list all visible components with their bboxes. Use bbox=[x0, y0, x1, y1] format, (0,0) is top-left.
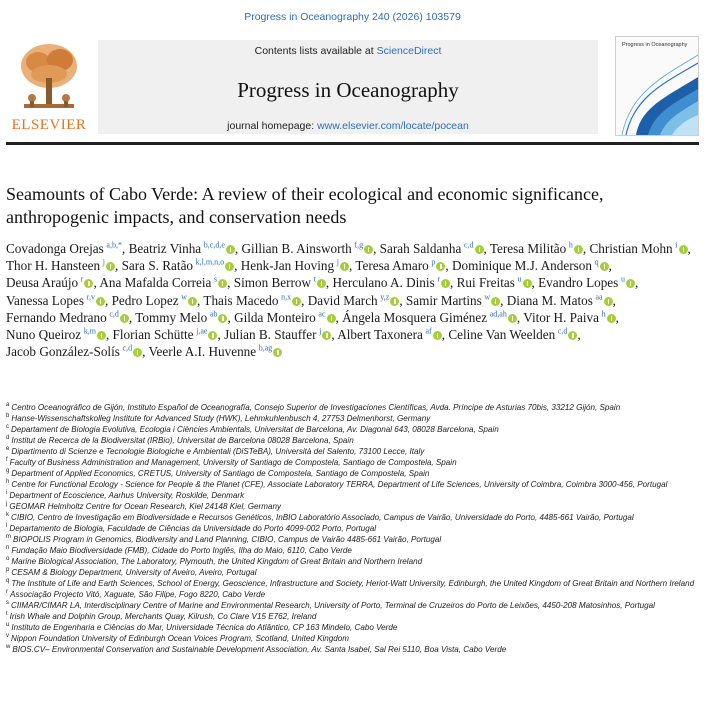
author-affiliation-marks[interactable]: h bbox=[601, 309, 606, 319]
author[interactable] bbox=[342, 310, 517, 325]
author-name[interactable]: Simon Berrow bbox=[233, 275, 312, 291]
author-name[interactable]: Sarah Saldanha bbox=[379, 241, 462, 256]
affiliation-key: j bbox=[6, 501, 8, 508]
author-name[interactable]: Vitor H. Paiva bbox=[523, 309, 599, 325]
orcid-icon[interactable] bbox=[225, 262, 234, 271]
header-divider bbox=[6, 142, 699, 145]
affiliation-list bbox=[6, 402, 696, 655]
orcid-icon[interactable] bbox=[188, 297, 197, 306]
orcid-icon[interactable] bbox=[84, 279, 93, 288]
author-name[interactable]: Fernando Medrano bbox=[6, 309, 107, 325]
orcid-icon[interactable] bbox=[441, 279, 450, 288]
affiliation-key: t bbox=[6, 611, 8, 618]
author-affiliation-marks[interactable]: j bbox=[102, 257, 105, 267]
affiliation-key: o bbox=[6, 556, 10, 563]
affiliation-text: Fundação Maio Biodiversidade (FMB), Cidade do Porto Inglês, Ilha do Maio, 6110, Cabo Verde bbox=[11, 546, 352, 555]
affiliation bbox=[6, 402, 696, 413]
affiliation-text: Department of Ecoscience, Aarhus University, Roskilde, Denmark bbox=[9, 491, 245, 500]
orcid-icon[interactable] bbox=[433, 331, 442, 340]
affiliation bbox=[6, 622, 696, 633]
orcid-icon[interactable] bbox=[97, 331, 106, 340]
affiliation bbox=[6, 468, 696, 479]
affiliation bbox=[6, 424, 696, 435]
orcid-icon[interactable] bbox=[218, 279, 227, 288]
author[interactable] bbox=[99, 275, 227, 290]
author-affiliation-marks[interactable]: f,g bbox=[354, 240, 364, 250]
affiliation-text: Faculty of Business Administration and Management, University of Santiago de Compostela, Santiago de Compostela, Spain bbox=[9, 458, 457, 467]
affiliation bbox=[6, 413, 696, 424]
author-affiliation-marks[interactable]: ac bbox=[318, 309, 326, 319]
author-name[interactable]: Tommy Melo bbox=[135, 309, 208, 325]
affiliation-key: p bbox=[6, 567, 10, 574]
author-affiliation-marks[interactable]: s bbox=[214, 275, 218, 285]
author[interactable] bbox=[241, 258, 349, 273]
cover-waves-image bbox=[616, 37, 698, 135]
affiliation-text: Departament de Biologia Evolutiva, Ecologia i Ciències Ambientals, Universitat de Barcelona, Av. Diagonal 643, 08028 Barcelona, Spain bbox=[11, 425, 499, 434]
orcid-icon[interactable] bbox=[208, 331, 217, 340]
author-affiliation-marks[interactable]: n,x bbox=[281, 292, 292, 302]
author-name[interactable]: Dominique M.J. Anderson bbox=[451, 258, 592, 274]
author-affiliation-marks[interactable]: j bbox=[319, 326, 322, 336]
affiliation-key: a bbox=[6, 402, 10, 409]
publisher-name: ELSEVIER bbox=[11, 117, 87, 133]
author-affiliation-marks[interactable]: k,l,m,n,o bbox=[195, 257, 225, 267]
author-name[interactable]: Diana M. Matos bbox=[506, 292, 593, 308]
author[interactable] bbox=[6, 258, 115, 273]
author-affiliation-marks[interactable]: a,b,* bbox=[106, 240, 122, 250]
author-affiliation-marks[interactable]: c,d bbox=[557, 326, 568, 336]
homepage-prefix: journal homepage: bbox=[227, 120, 315, 132]
author-affiliation-marks[interactable]: c,d bbox=[122, 343, 133, 353]
author-affiliation-marks[interactable]: k,m bbox=[83, 326, 96, 336]
affiliation bbox=[6, 490, 696, 501]
affiliation-key: h bbox=[6, 479, 10, 486]
orcid-icon[interactable] bbox=[96, 297, 105, 306]
author[interactable] bbox=[242, 241, 374, 256]
author-name[interactable]: Rui Freitas bbox=[456, 275, 515, 291]
author-affiliation-marks[interactable]: r bbox=[437, 275, 441, 285]
affiliation-text: Department of Applied Economics, CRETUS, University of Santiago de Compostela, Santiago de Compostela, Spain bbox=[11, 469, 430, 478]
author-name[interactable]: Thor H. Hansteen bbox=[6, 258, 101, 274]
orcid-icon[interactable] bbox=[523, 279, 532, 288]
author-affiliation-marks[interactable]: ad,ah bbox=[489, 309, 507, 319]
affiliation-text: BIOPOLIS Program in Genomics, Biodiversity and Land Planning, CIBIO, Campus de Vairão 4485-661 Vairão, Portugal bbox=[13, 535, 442, 544]
author-name[interactable]: Gilda Monteiro bbox=[234, 309, 316, 325]
author-affiliation-marks[interactable]: af bbox=[425, 326, 432, 336]
orcid-icon[interactable] bbox=[679, 245, 688, 254]
author-name[interactable]: Samir Martins bbox=[405, 292, 482, 308]
orcid-icon[interactable] bbox=[600, 262, 609, 271]
author[interactable] bbox=[122, 258, 235, 273]
author-name[interactable]: Henk-Jan Hoving bbox=[240, 258, 335, 274]
author-affiliation-marks[interactable]: c,d bbox=[463, 240, 474, 250]
elsevier-tree-icon bbox=[14, 38, 84, 116]
author[interactable] bbox=[457, 275, 532, 290]
affiliation bbox=[6, 512, 696, 523]
author[interactable] bbox=[6, 344, 142, 359]
contents-lists-line bbox=[98, 45, 598, 57]
orcid-icon[interactable] bbox=[327, 314, 336, 323]
author-name[interactable]: Deusa Araújo bbox=[6, 275, 79, 291]
contents-prefix: Contents lists available at bbox=[254, 45, 374, 57]
author-affiliation-marks[interactable]: p bbox=[431, 257, 436, 267]
affiliation bbox=[6, 523, 696, 534]
affiliation bbox=[6, 556, 696, 567]
author-affiliation-marks[interactable]: w bbox=[484, 292, 491, 302]
author-name[interactable]: Ana Mafalda Correia bbox=[99, 275, 212, 291]
orcid-icon[interactable] bbox=[364, 245, 373, 254]
author[interactable] bbox=[203, 293, 301, 308]
author-affiliation-marks[interactable]: b,c,d,e bbox=[203, 240, 225, 250]
affiliation-text: Irish Whale and Dolphin Group, Merchants Quay, Kilrush, Co Clare V15 E762, Ireland bbox=[9, 612, 317, 621]
author-name[interactable]: Sara S. Ratão bbox=[121, 258, 194, 274]
affiliation-text: Institut de Recerca de la Biodiversitat (IRBio), Universitat de Barcelona 08028 Barcelona, Spain bbox=[11, 436, 354, 445]
affiliation-text: The Institute of Life and Earth Sciences, School of Energy, Geoscience, Infrastructure and Society, Heriot-Watt University, Edinburgh, the United Kingdom of Great Britain and Northern Ireland bbox=[11, 579, 695, 588]
author-affiliation-marks[interactable]: q bbox=[594, 257, 599, 267]
affiliation bbox=[6, 545, 696, 556]
author[interactable] bbox=[129, 241, 235, 256]
orcid-icon[interactable] bbox=[133, 348, 142, 357]
affiliation-key: n bbox=[6, 545, 10, 552]
journal-header bbox=[6, 36, 699, 134]
affiliation-text: Nippon Foundation University of Edinburgh Ocean Voices Program, Scotland, United Kingdom bbox=[11, 634, 350, 643]
orcid-icon[interactable] bbox=[574, 245, 583, 254]
author[interactable] bbox=[337, 327, 441, 342]
orcid-icon[interactable] bbox=[475, 245, 484, 254]
author[interactable] bbox=[308, 293, 400, 308]
author-name[interactable]: Christian Mohn bbox=[589, 241, 673, 256]
journal-reference[interactable]: Progress in Oceanography 240 (2026) 103579 bbox=[244, 11, 461, 23]
affiliation bbox=[6, 578, 696, 589]
affiliation-text: Departamento de Biologia, Faculdade de Ciências da Universidade do Porto 4099-002 Porto, Portugal bbox=[9, 524, 377, 533]
affiliation-text: Centre for Functional Ecology - Science for People & the Planet (CFE), Associate Laboratory TERRA, Department of Life Sciences, University of Coimbra, Coimbra 3000-456, Portugal bbox=[11, 480, 668, 489]
author-affiliation-marks[interactable]: u bbox=[517, 275, 522, 285]
author[interactable] bbox=[355, 258, 445, 273]
affiliation bbox=[6, 446, 696, 457]
affiliation-key: g bbox=[6, 468, 10, 475]
author[interactable] bbox=[113, 327, 218, 342]
orcid-icon[interactable] bbox=[292, 297, 301, 306]
orcid-icon[interactable] bbox=[568, 331, 577, 340]
affiliation-key: c bbox=[6, 424, 9, 431]
sciencedirect-link[interactable]: ScienceDirect bbox=[376, 45, 442, 57]
author-affiliation-marks[interactable]: r bbox=[80, 275, 84, 285]
orcid-icon[interactable] bbox=[120, 314, 129, 323]
author[interactable] bbox=[6, 241, 122, 256]
author-affiliation-marks[interactable]: h bbox=[568, 240, 573, 250]
author[interactable] bbox=[333, 275, 451, 290]
orcid-icon[interactable] bbox=[390, 297, 399, 306]
author[interactable] bbox=[234, 310, 335, 325]
author-affiliation-marks[interactable]: r,v bbox=[86, 292, 95, 302]
affiliation bbox=[6, 644, 696, 655]
orcid-icon[interactable] bbox=[626, 279, 635, 288]
author-name[interactable]: Vanessa Lopes bbox=[6, 292, 85, 308]
cover-title: Progress in Oceanography bbox=[622, 42, 688, 48]
author-name[interactable]: Julian B. Stauffer bbox=[224, 327, 317, 343]
journal-cover-thumbnail[interactable] bbox=[615, 36, 699, 136]
affiliation bbox=[6, 479, 696, 490]
author-affiliation-marks[interactable]: y,z bbox=[380, 292, 390, 302]
journal-homepage-line bbox=[98, 120, 598, 132]
author-name[interactable]: Thais Macedo bbox=[203, 292, 279, 308]
affiliation-text: CESAM & Biology Department, University of Aveiro, Aveiro, Portugal bbox=[11, 568, 257, 577]
affiliation bbox=[6, 567, 696, 578]
author[interactable] bbox=[448, 327, 577, 342]
author[interactable] bbox=[406, 293, 500, 308]
author[interactable] bbox=[507, 293, 613, 308]
author-name[interactable]: Pedro Lopez bbox=[111, 292, 179, 308]
author-affiliation-marks[interactable]: ab bbox=[209, 309, 218, 319]
author[interactable] bbox=[6, 293, 105, 308]
author[interactable] bbox=[148, 344, 282, 359]
affiliation-key: f bbox=[6, 457, 8, 464]
author-name[interactable]: David March bbox=[307, 292, 378, 308]
affiliation-key: r bbox=[6, 589, 8, 596]
affiliation-text: Dipartimento di Scienze e Tecnologie Biologiche e Ambientali (DiSTeBA), Università del Salento, 73100 Lecce, Italy bbox=[11, 447, 425, 456]
affiliation-key: l bbox=[6, 523, 8, 530]
author-name[interactable]: Gillian B. Ainsworth bbox=[241, 241, 352, 256]
author[interactable] bbox=[135, 310, 227, 325]
affiliation-text: CIBIO, Centro de Investigação em Biodiversidade e Recursos Genéticos, InBIO Laboratório Associado, Campus de Vairão, Universidade do Porto, 4485-661 Vairão, Portugal bbox=[11, 513, 634, 522]
journal-title: Progress in Oceanography bbox=[237, 78, 459, 102]
affiliation-key: k bbox=[6, 512, 9, 519]
affiliation bbox=[6, 611, 696, 622]
author-name[interactable]: Teresa Amaro bbox=[355, 258, 429, 274]
orcid-icon[interactable] bbox=[340, 262, 349, 271]
orcid-icon[interactable] bbox=[508, 314, 517, 323]
affiliation-key: d bbox=[6, 435, 10, 442]
author[interactable] bbox=[538, 275, 635, 290]
author[interactable] bbox=[234, 275, 326, 290]
affiliation bbox=[6, 534, 696, 545]
author-list: Covadonga Orejas $^{a,b,*}$, Beatriz Vinha $^{b,c,d,e}$ , Gillian B. Ainsworth $^{f,g}$ , Sarah Saldanha $^{c,d}$ , Teresa Militão $^h$ , Christian Mohn $^i$ , Thor H. Hansteen $^j$ , Sara S. Ratão $^{k,l,m,n,o}$ , Henk-Jan Hoving $^j$ , Teresa Amaro $^p$ , Dominique M.J. Anderson $^q$ , Deusa Araújo $^r$ , Ana Mafalda Correia $^s$ , Simon Berrow $^t$ , Herculano A. Dinis $^r$ , Rui Freitas $^u$ , Evandro Lopes $^u$ , Vanessa Lopes $^{r,v}$ , Pedro Lopez $^w$ , Thais Macedo $^{n,x}$ , David March $^{y,z}$ , Samir Martins $^w$ , Diana M. Matos $^{aa}$ , Fernando Medrano $^{c,d}$ , Tommy Melo $^{ab}$ , Gilda Monteiro $^{ac}$ , Ángela Mosquera Giménez $^{ad,ah}$ , Vitor H. Paiva $^h$ , Nuno Queiroz $^{k,m}$ , Florian Schütte $^{j,ae}$ , Julian B. Stauffer $^j$ , Albert Taxonera $^{af}$ , Celine Van Weelden $^{c,d}$ , Jacob González-Solís $^{c,d}$ , Veerle A.I. Huvenne $^{b,ag}$ bbox=[6, 240, 691, 360]
orcid-icon[interactable] bbox=[322, 331, 331, 340]
affiliation bbox=[6, 501, 696, 512]
author[interactable] bbox=[490, 241, 583, 256]
orcid-icon[interactable] bbox=[607, 314, 616, 323]
author-affiliation-marks[interactable]: j bbox=[336, 257, 339, 267]
author-affiliation-marks[interactable]: c,d bbox=[109, 309, 119, 319]
author-affiliation-marks[interactable]: u bbox=[620, 275, 625, 285]
author-name[interactable]: Teresa Militão bbox=[489, 241, 567, 256]
affiliation-text: CIIMAR/CIMAR LA, Interdisciplinary Centre of Marine and Environmental Research, University of Porto, Terminal de Cruzeiros do Porto de Leixões, 4450-208 Matosinhos, Portugal bbox=[11, 601, 655, 610]
affiliation bbox=[6, 589, 696, 600]
affiliation-key: v bbox=[6, 633, 9, 640]
journal-homepage-link[interactable]: www.elsevier.com/locate/pocean bbox=[317, 120, 469, 132]
orcid-icon[interactable] bbox=[273, 348, 282, 357]
author-name[interactable]: Albert Taxonera bbox=[337, 327, 423, 343]
orcid-icon[interactable] bbox=[106, 262, 115, 271]
journal-masthead bbox=[98, 40, 598, 134]
affiliation-text: Marine Biological Association, The Laboratory, Plymouth, the United Kingdom of Great Britain and Northern Ireland bbox=[11, 557, 423, 566]
orcid-icon[interactable] bbox=[604, 297, 613, 306]
affiliation-text: BIOS.CV– Environmental Conservation and Sustainable Development Association, Av. Santa Isabel, Sal Rei 5110, Boa Vista, Cabo Verde bbox=[12, 645, 507, 654]
elsevier-logo[interactable] bbox=[6, 36, 92, 134]
author-name[interactable]: Evandro Lopes bbox=[538, 275, 619, 291]
author-affiliation-marks[interactable]: aa bbox=[595, 292, 603, 302]
affiliation bbox=[6, 435, 696, 446]
author[interactable] bbox=[380, 241, 484, 256]
article-title: Seamounts of Cabo Verde: A review of their ecological and economic significance, anthropogenic impacts, and conservation needs bbox=[6, 184, 604, 227]
affiliation-key: m bbox=[6, 534, 11, 541]
author-name[interactable]: Veerle A.I. Huvenne bbox=[148, 344, 257, 360]
affiliation-text: GEOMAR Helmholtz Centre for Ocean Research, Kiel 24148 Kiel, Germany bbox=[9, 502, 282, 511]
author[interactable] bbox=[452, 258, 609, 273]
author[interactable] bbox=[523, 310, 615, 325]
author-name[interactable]: Celine Van Weelden bbox=[448, 327, 556, 343]
affiliation bbox=[6, 457, 696, 468]
affiliation-key: i bbox=[6, 490, 8, 497]
orcid-icon[interactable] bbox=[491, 297, 500, 306]
affiliation-key: e bbox=[6, 446, 10, 453]
orcid-icon[interactable] bbox=[317, 279, 326, 288]
affiliation bbox=[6, 600, 696, 611]
author-name[interactable]: Herculano A. Dinis bbox=[332, 275, 435, 291]
author[interactable] bbox=[589, 241, 687, 256]
affiliation-key: s bbox=[6, 600, 9, 607]
affiliation-text: Centro Oceanográfico de Gijón, Instituto Español de Oceanografía, Consejo Superior de Investigaciones Científicas, Avda. Príncipe de Asturias 70bis, 33212 Gijón, Spain bbox=[11, 403, 621, 412]
orcid-icon[interactable] bbox=[218, 314, 227, 323]
affiliation-key: w bbox=[6, 644, 11, 651]
author[interactable] bbox=[112, 293, 197, 308]
author-name[interactable]: Jacob González-Solís bbox=[6, 344, 120, 360]
author[interactable] bbox=[6, 310, 129, 325]
author-affiliation-marks[interactable]: b,ag bbox=[258, 343, 273, 353]
orcid-icon[interactable] bbox=[436, 262, 445, 271]
author-name[interactable]: Covadonga Orejas bbox=[6, 241, 104, 256]
author-name[interactable]: Beatriz Vinha bbox=[128, 241, 202, 256]
author[interactable] bbox=[6, 275, 93, 290]
affiliation-key: b bbox=[6, 413, 10, 420]
affiliation bbox=[6, 633, 696, 644]
orcid-icon[interactable] bbox=[226, 245, 235, 254]
author-name[interactable]: Ángela Mosquera Giménez bbox=[342, 309, 488, 325]
affiliation-text: Instituto de Engenharia e Ciências do Mar, Universidade Técnica do Atlântico, CP 163 Mindelo, Cabo Verde bbox=[11, 623, 398, 632]
affiliation-text: Hanse-Wissenschaftskolleg Institute for Advanced Study (HWK), Lehmkuhlenbusch 4, 27753 Delmenhorst, Germany bbox=[11, 414, 431, 423]
affiliation-key: u bbox=[6, 622, 10, 629]
affiliation-text: Associação Projecto Vitó, Xaguate, São Filipe, Fogo 8220, Cabo Verde bbox=[10, 590, 266, 599]
author-name[interactable]: Nuno Queiroz bbox=[6, 327, 82, 343]
author-name[interactable]: Florian Schütte bbox=[112, 327, 194, 343]
affiliation-key: q bbox=[6, 578, 10, 585]
author-affiliation-marks[interactable]: w bbox=[181, 292, 188, 302]
author-affiliation-marks[interactable]: i bbox=[675, 240, 678, 250]
author[interactable] bbox=[6, 327, 106, 342]
author-affiliation-marks[interactable]: t bbox=[313, 275, 316, 285]
author[interactable] bbox=[224, 327, 331, 342]
author-affiliation-marks[interactable]: j,ae bbox=[196, 326, 208, 336]
